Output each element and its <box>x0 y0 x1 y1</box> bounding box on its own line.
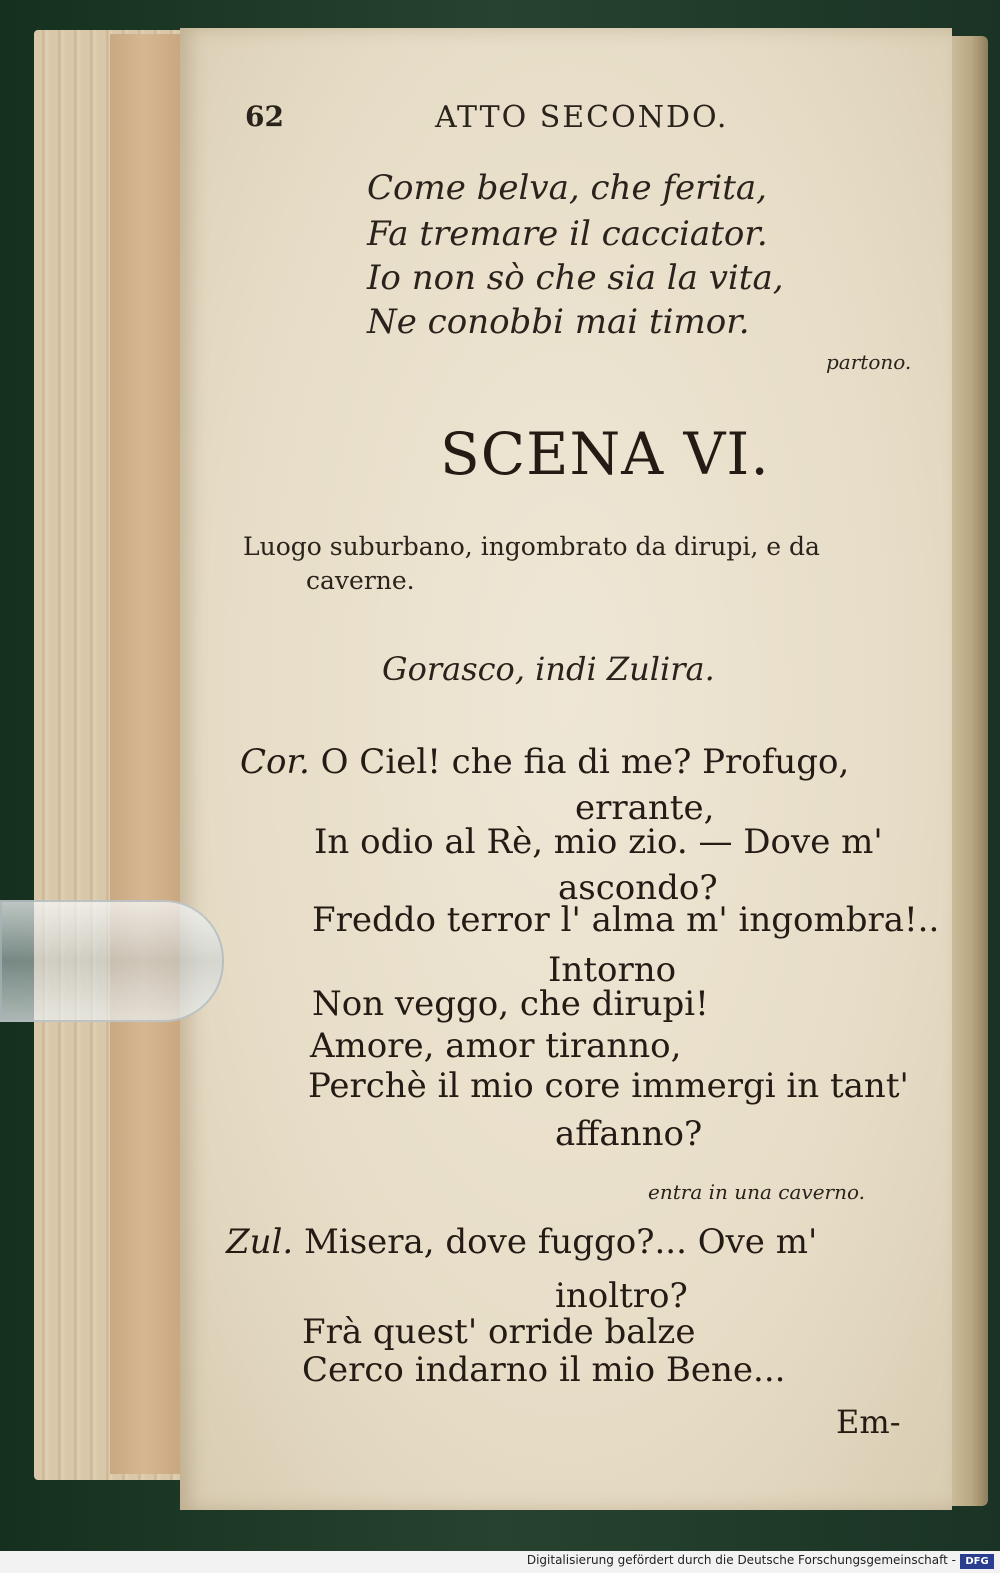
aria-line: Fa tremare il cacciator. <box>367 214 768 254</box>
speaker-label: Zul. <box>226 1222 294 1262</box>
aria-line: Io non sò che sia la vita, <box>367 258 784 298</box>
funding-credit: Digitalisierung gefördert durch die Deutsche Forschungsgemeinschaft - <box>526 1553 956 1567</box>
speech-line <box>240 742 849 782</box>
stage-direction: partono. <box>826 350 912 374</box>
scene-title: SCENA VI. <box>440 420 770 488</box>
speech-line <box>226 1222 817 1262</box>
scene-setting: Luogo suburbano, ingombrato da dirupi, e da <box>243 532 820 561</box>
facing-page-edge <box>948 36 988 1506</box>
glass-page-holder <box>0 900 224 1022</box>
speech-line: ascondo? <box>558 868 718 908</box>
scene-cast: Gorasco, indi Zulira. <box>382 650 715 688</box>
speech-line: In odio al Rè, mio zio. — Dove m' <box>314 822 883 862</box>
speech-line: Frà quest' orride balze <box>302 1312 696 1352</box>
speech-line: Amore, amor tiranno, <box>310 1026 682 1066</box>
speech-line: errante, <box>575 788 715 828</box>
footer-bar <box>0 1551 1000 1573</box>
speech-line: Freddo terror l' alma m' ingombra!.. <box>312 900 940 940</box>
aria-line: Come belva, che ferita, <box>367 168 767 208</box>
line-text: Misera, dove fuggo?... Ove m' <box>304 1222 818 1262</box>
speech-line: affanno? <box>555 1114 703 1154</box>
scene-setting-continued: caverne. <box>306 566 415 595</box>
dfg-logo: DFG <box>960 1554 994 1569</box>
page-header <box>245 100 945 150</box>
stage-direction: entra in una caverno. <box>648 1180 866 1204</box>
aria-line: Ne conobbi mai timor. <box>367 302 750 342</box>
speech-line: inoltro? <box>555 1276 688 1316</box>
speech-line: Intorno <box>548 950 677 990</box>
running-head: ATTO SECONDO. <box>435 100 729 135</box>
speech-line: Perchè il mio core immergi in tant' <box>308 1066 909 1106</box>
catchword: Em- <box>836 1403 901 1441</box>
page-number: 62 <box>245 100 284 133</box>
speech-line: Non veggo, che dirupi! <box>312 984 709 1024</box>
line-text: O Ciel! che fia di me? Profugo, <box>320 742 850 782</box>
speech-line: Cerco indarno il mio Bene... <box>302 1350 786 1390</box>
speaker-label: Cor. <box>240 742 310 782</box>
